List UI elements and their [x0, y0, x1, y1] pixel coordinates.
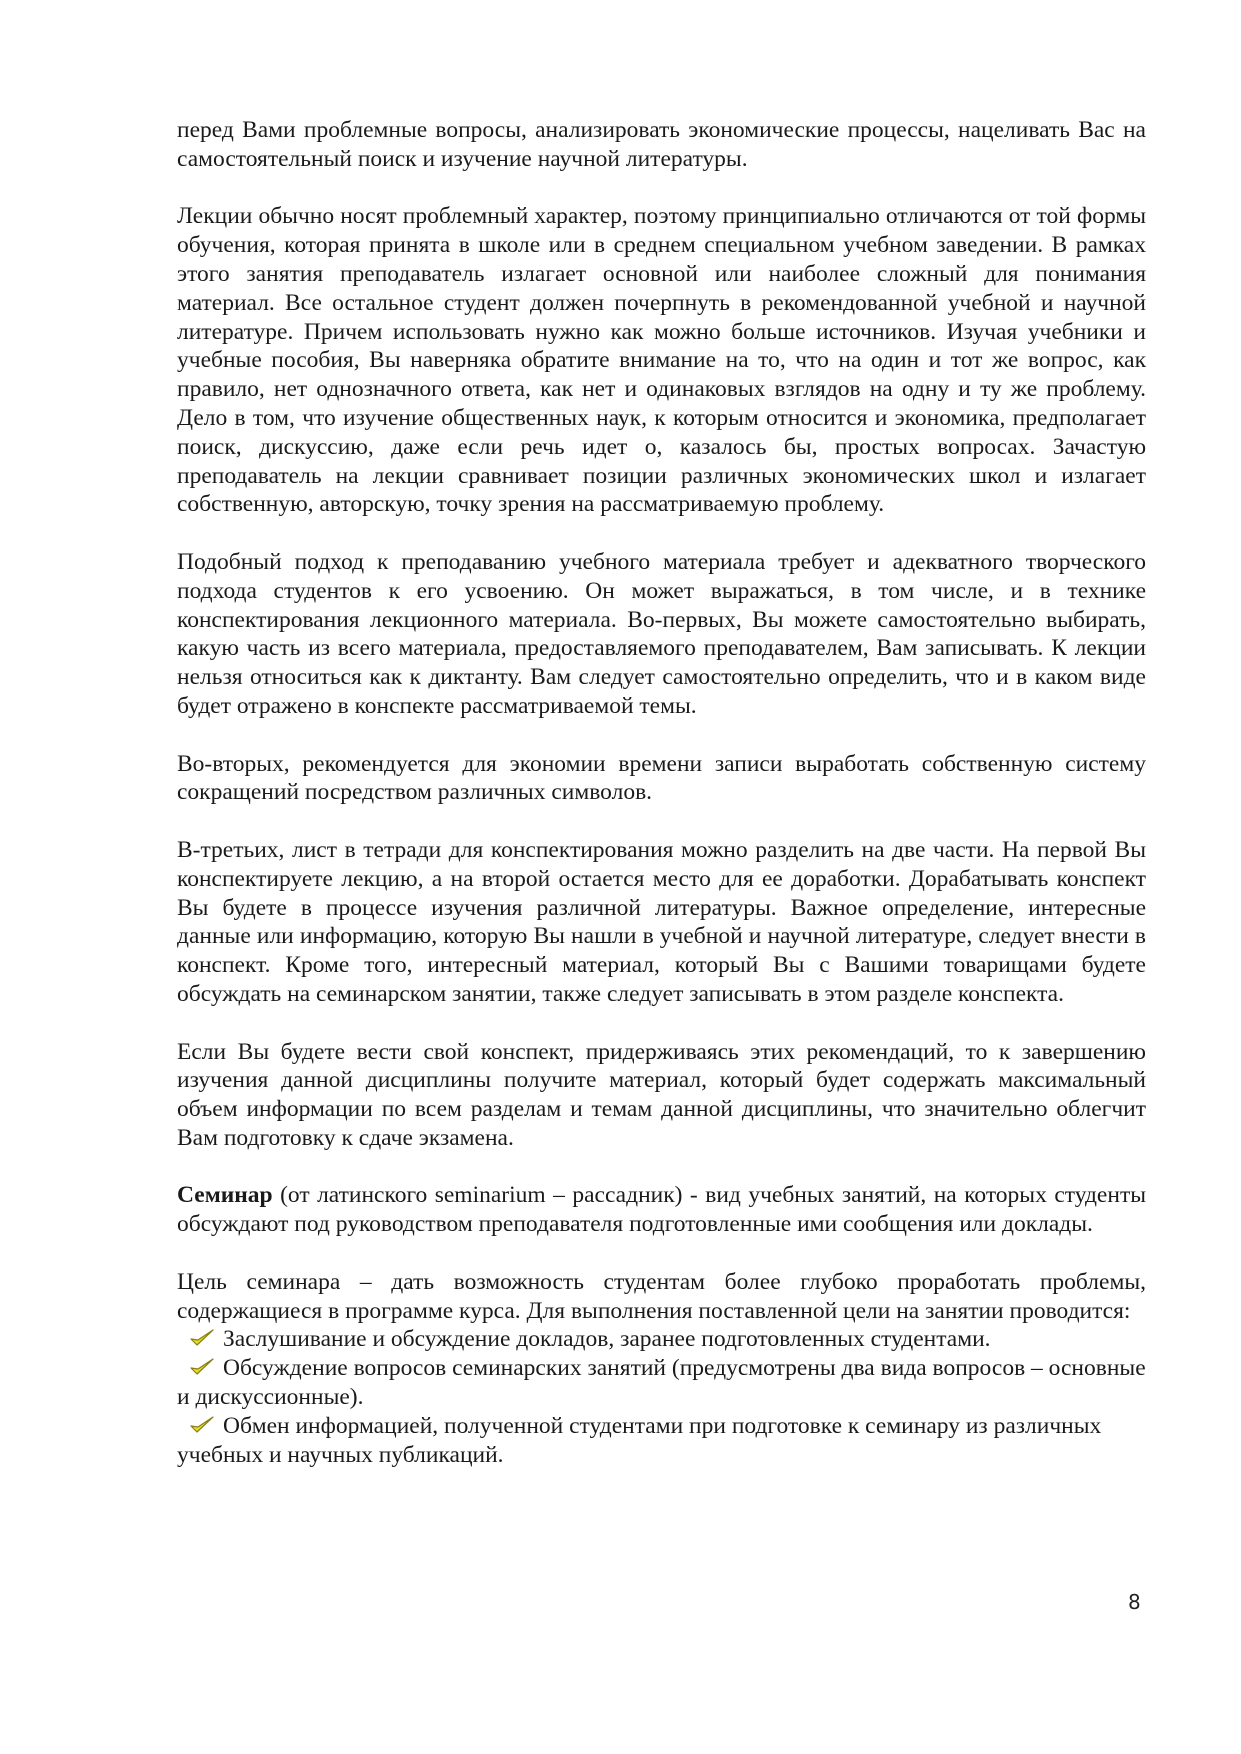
list-item	[177, 1412, 1146, 1470]
list-item	[177, 1325, 1146, 1354]
checkmark-icon	[189, 1356, 215, 1378]
seminar-definition	[177, 1181, 1146, 1239]
paragraph: Подобный подход к преподаванию учебного материала требует и адекватного творческого подхода студентов к его усвоению. Он может выражаться, в том числе, и в технике конспектирования лекционного материала. Во-первых, Вы можете самостоятельно выбирать, какую часть из всего материала, предоставляемого преподавателем, Вам записывать. К лекции нельзя относиться как к диктанту. Вам следует самостоятельно определить, что и в каком виде будет отражено в конспекте рассматриваемой темы.	[177, 548, 1146, 719]
paragraph: перед Вами проблемные вопросы, анализировать экономические процессы, нацеливать Вас на самостоятельный поиск и изучение научной литературы.	[177, 117, 1146, 172]
seminar-goal: Цель семинара – дать возможность студентам более глубоко проработать проблемы, содержащиеся в программе курса. Для выполнения поставленной цели на занятии проводится:	[177, 1268, 1146, 1324]
checkmark-icon	[189, 1414, 215, 1436]
paragraph: Если Вы будете вести свой конспект, придерживаясь этих рекомендаций, то к завершению изучения данной дисциплины получите материал, который будет содержать максимальный объем информации по всем разделам и темам данной дисциплины, что значительно облегчит Вам подготовку к сдаче экзамена.	[177, 1038, 1146, 1151]
paragraph: В-третьих, лист в тетради для конспектирования можно разделить на две части. На первой Вы конспектируете лекцию, а на второй остается место для ее доработки. Дорабатывать конспект Вы будете в процессе изучения различной литературы. Важное определение, интересные данные или информацию, которую Вы нашли в учебной и научной литературе, следует внести в конспект. Кроме того, интересный материал, который Вы с Вашими товарищами будете обсуждать на семинарском занятии, также следует записывать в этом разделе конспекта.	[177, 836, 1146, 1007]
list-item-text: Обсуждение вопросов семинарских занятий (предусмотрены два вида вопросов – основные и дискуссионные).	[177, 1355, 1146, 1411]
checkmark-icon	[189, 1327, 215, 1349]
page-number: 8	[1128, 1590, 1141, 1614]
list-item-text: Заслушивание и обсуждение докладов, заранее подготовленных студентами.	[223, 1326, 991, 1353]
seminar-term: Семинар	[177, 1182, 273, 1209]
paragraph: Во-вторых, рекомендуется для экономии времени записи выработать собственную систему сокращений посредством различных символов.	[177, 750, 1146, 806]
activities-list	[177, 1325, 1146, 1469]
list-item-text: Обмен информацией, полученной студентами при подготовке к семинару из различных учебных и научных публикаций.	[177, 1412, 1102, 1468]
paragraph: Лекции обычно носят проблемный характер, поэтому принципиально отличаются от той формы обучения, которая принята в школе или в среднем специальном учебном заведении. В рамках этого занятия преподаватель излагает основной или наиболее сложный для понимания материал. Все остальное студент должен почерпнуть в рекомендованной учебной и научной литературе. Причем использовать нужно как можно больше источников. Изучая учебники и учебные пособия, Вы наверняка обратите внимание на то, что на один и тот же вопрос, как правило, нет однозначного ответа, как нет и одинаковых взглядов на одну и ту же проблему. Дело в том, что изучение общественных наук, к которым относится и экономика, предполагает поиск, дискуссию, даже если речь идет о, казалось бы, простых вопросах. Зачастую преподаватель на лекции сравнивает позиции различных экономических школ и излагает собственную, авторскую, точку зрения на рассматриваемую проблему.	[177, 203, 1146, 518]
page-body	[177, 116, 1146, 1469]
list-item	[177, 1354, 1146, 1412]
seminar-definition-text: (от латинского seminarium – рассадник) - вид учебных занятий, на которых студенты обсуждают под руководством преподавателя подготовленные ими сообщения или доклады.	[177, 1182, 1146, 1238]
